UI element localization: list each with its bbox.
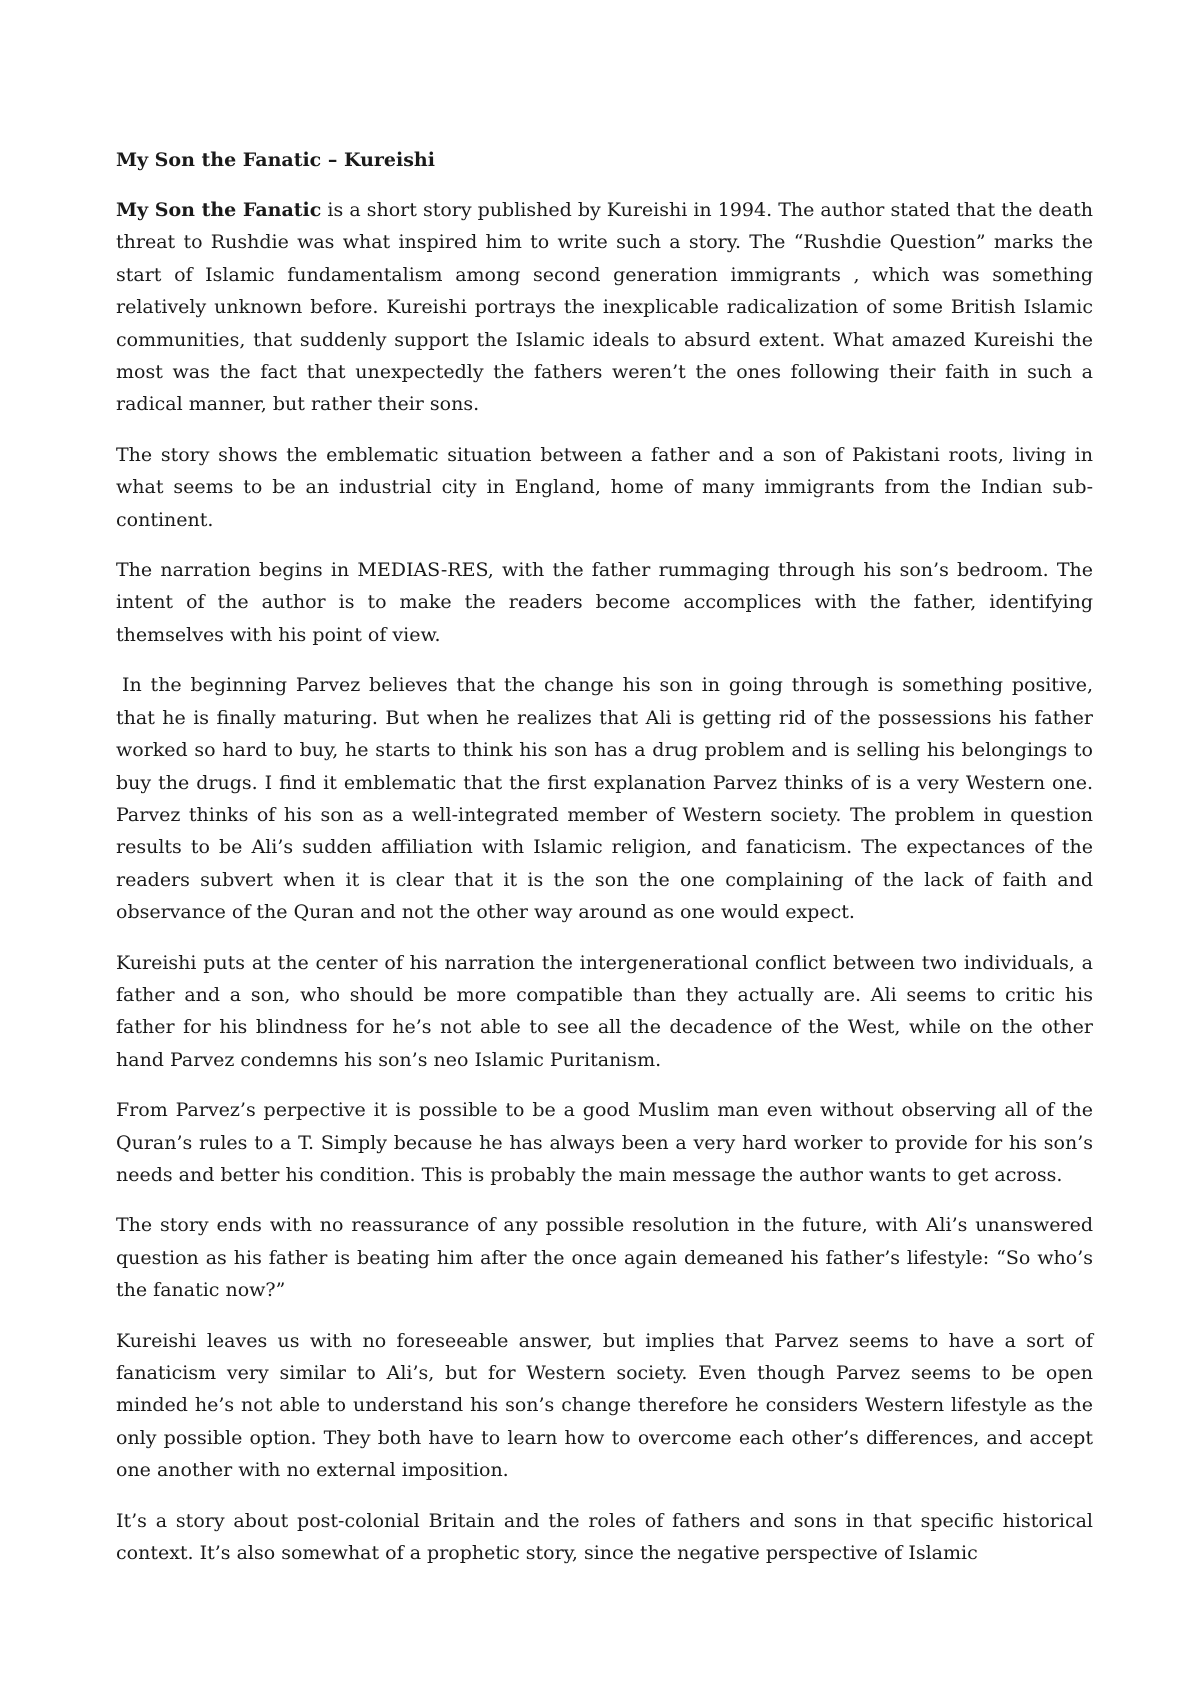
paragraph-ending: The story ends with no reassurance of any possible resolution in the future, with Ali’s unanswered question as his father is beating him after the once again demeaned his father’s lifestyle: “So who’s the fanatic now?” xyxy=(116,1214,1093,1302)
intro-bold-title: My Son the Fanatic xyxy=(116,199,322,221)
paragraph-intro xyxy=(116,194,1093,421)
paragraph-no-answer: Kureishi leaves us with no foreseeable answer, but implies that Parvez seems to have a sort of fanaticism very similar to Ali’s, but for Western society. Even though Parvez seems to be open minded he’s not able to understand his son’s change therefore he considers Western lifestyle as the only possible option. They both have to learn how to overcome each other’s differences, and accept one another with no external imposition. xyxy=(116,1329,1093,1482)
paragraph-setting: The story shows the emblematic situation between a father and a son of Pakistani roots, living in what seems to be an industrial city in England, home of many immigrants from the Indian sub-continent. xyxy=(116,443,1093,531)
paragraph-perspective: From Parvez’s perpective it is possible to be a good Muslim man even without observing all of the Quran’s rules to a T. Simply because he has always been a very hard worker to provide for his son’s needs and better his condition. This is probably the main message the author wants to get across. xyxy=(116,1099,1093,1186)
intro-text: is a short story published by Kureishi in 1994. The author stated that the death threat to Rushdie was what inspired him to write such a story. The “Rushdie Question” marks the start of Islamic fundamentalism among second generation immigrants , which was something relatively unknown before. Kureishi portrays the inexplicable radicalization of some British Islamic communities, that suddenly support the Islamic ideals to absurd extent. What amazed Kureishi the most was the fact that unexpectedly the fathers weren’t the ones following their faith in such a radical manner, but rather their sons. xyxy=(116,199,1093,416)
document-title: My Son the Fanatic – Kureishi xyxy=(116,149,435,171)
paragraph-narration: The narration begins in MEDIAS-RES, with the father rummaging through his son’s bedroom. The intent of the author is to make the readers become accomplices with the father, identifying themselves with his point of view. xyxy=(116,559,1093,646)
paragraph-conflict: Kureishi puts at the center of his narration the intergenerational conflict between two individuals, a father and a son, who should be more compatible than they actually are. Ali seems to critic his father for his blindness for he’s not able to see all the decadence of the West, while on the other hand Parvez condemns his son’s neo Islamic Puritanism. xyxy=(116,951,1093,1071)
paragraph-parvez-beliefs: In the beginning Parvez believes that the change his son in going through is something positive, that he is finally maturing. But when he realizes that Ali is getting rid of the possessions his father worked so hard to buy, he starts to think his son has a drug problem and is selling his belongings to buy the drugs. I find it emblematic that the first explanation Parvez thinks of is a very Western one. Parvez thinks of his son as a well-integrated member of Western society. The problem in question results to be Ali’s sudden affiliation with Islamic religion, and fanaticism. The expectances of the readers subvert when it is clear that it is the son the one complaining of the lack of faith and observance of the Quran and not the other way around as one would expect. xyxy=(116,674,1093,924)
paragraph-context: It’s a story about post-colonial Britain and the roles of fathers and sons in that specific historical context. It’s also somewhat of a prophetic story, since the negative perspective of Islamic xyxy=(116,1509,1093,1565)
document-body xyxy=(116,144,1093,1587)
